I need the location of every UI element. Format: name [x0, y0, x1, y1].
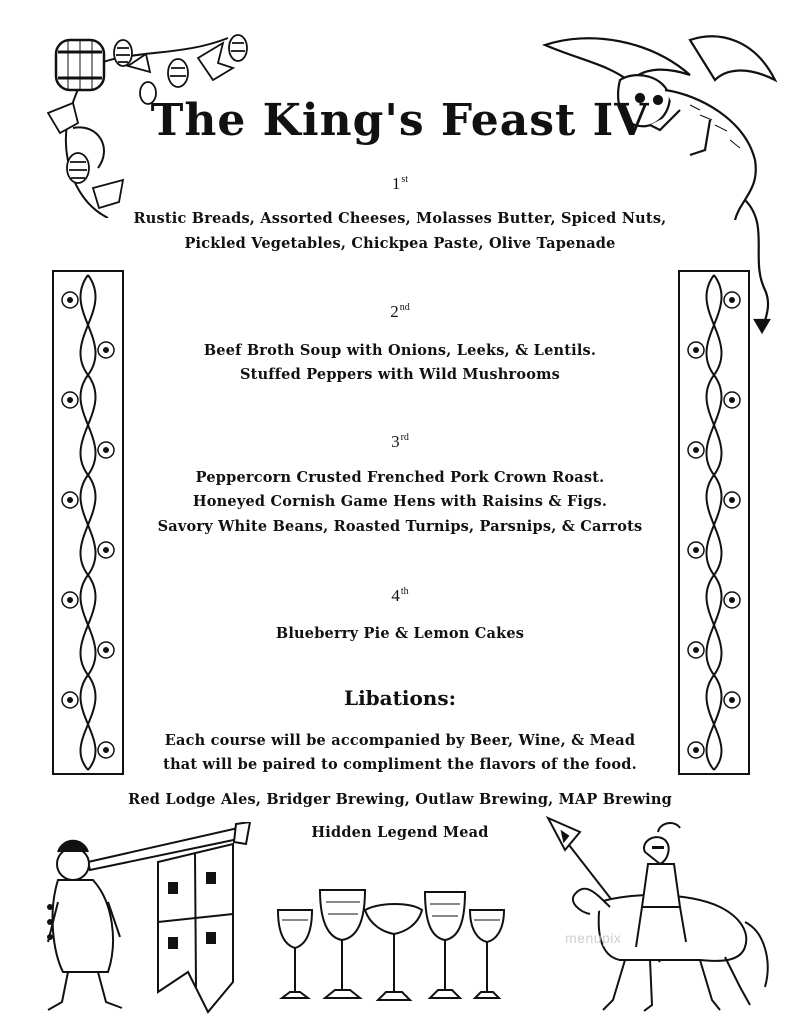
- course-3-line-2: Honeyed Cornish Game Hens with Raisins & Figs.: [192, 493, 608, 510]
- course-3-number: [0, 432, 800, 452]
- libations-line-2: that will be paired to compliment the flavors of the food.: [163, 756, 637, 773]
- goblets-illustration: [270, 880, 510, 1010]
- menu-title: The King's Feast IV: [150, 95, 650, 146]
- watermark-text: menupix: [565, 930, 622, 946]
- knight-on-horse-illustration: [540, 812, 780, 1017]
- course-number-suffix: st: [401, 174, 409, 186]
- course-4-line-1: Blueberry Pie & Lemon Cakes: [275, 625, 525, 642]
- course-3-line-1: Peppercorn Crusted Frenched Pork Crown Roast.: [195, 469, 605, 486]
- goblet-icon: [425, 892, 465, 998]
- course-number-value: 2: [390, 302, 399, 321]
- libations-heading: Libations:: [344, 686, 456, 710]
- course-number-value: 1: [391, 174, 401, 193]
- libations-line-4: Hidden Legend Mead: [311, 824, 489, 841]
- course-number-suffix: rd: [400, 432, 409, 444]
- goblet-icon: [278, 910, 312, 998]
- course-3-line-3: Savory White Beans, Roasted Turnips, Parsnips, & Carrots: [157, 518, 643, 535]
- goblet-icon: [365, 904, 422, 1000]
- course-4-number: [0, 586, 800, 606]
- course-2-line-1: Beef Broth Soup with Onions, Leeks, & Lentils.: [203, 342, 597, 359]
- course-number-value: 4: [391, 586, 400, 605]
- libations-line-1: Each course will be accompanied by Beer, Wine, & Mead: [164, 732, 636, 749]
- course-number-suffix: nd: [399, 302, 410, 314]
- course-number-value: 3: [391, 432, 400, 451]
- course-2-number: [0, 302, 800, 322]
- course-number-suffix: th: [400, 586, 409, 598]
- course-1-line-2: Pickled Vegetables, Chickpea Paste, Olive Tapenade: [184, 235, 616, 252]
- course-2-line-2: Stuffed Peppers with Wild Mushrooms: [240, 366, 560, 383]
- course-1-number: [0, 174, 800, 194]
- herald-trumpeter-illustration: [38, 822, 263, 1017]
- libations-line-3: Red Lodge Ales, Bridger Brewing, Outlaw Brewing, MAP Brewing: [128, 791, 672, 808]
- goblet-icon: [470, 910, 504, 998]
- goblet-icon: [320, 890, 365, 998]
- course-1-line-1: Rustic Breads, Assorted Cheeses, Molasses Butter, Spiced Nuts,: [133, 210, 667, 227]
- barrel-icon: [56, 40, 104, 90]
